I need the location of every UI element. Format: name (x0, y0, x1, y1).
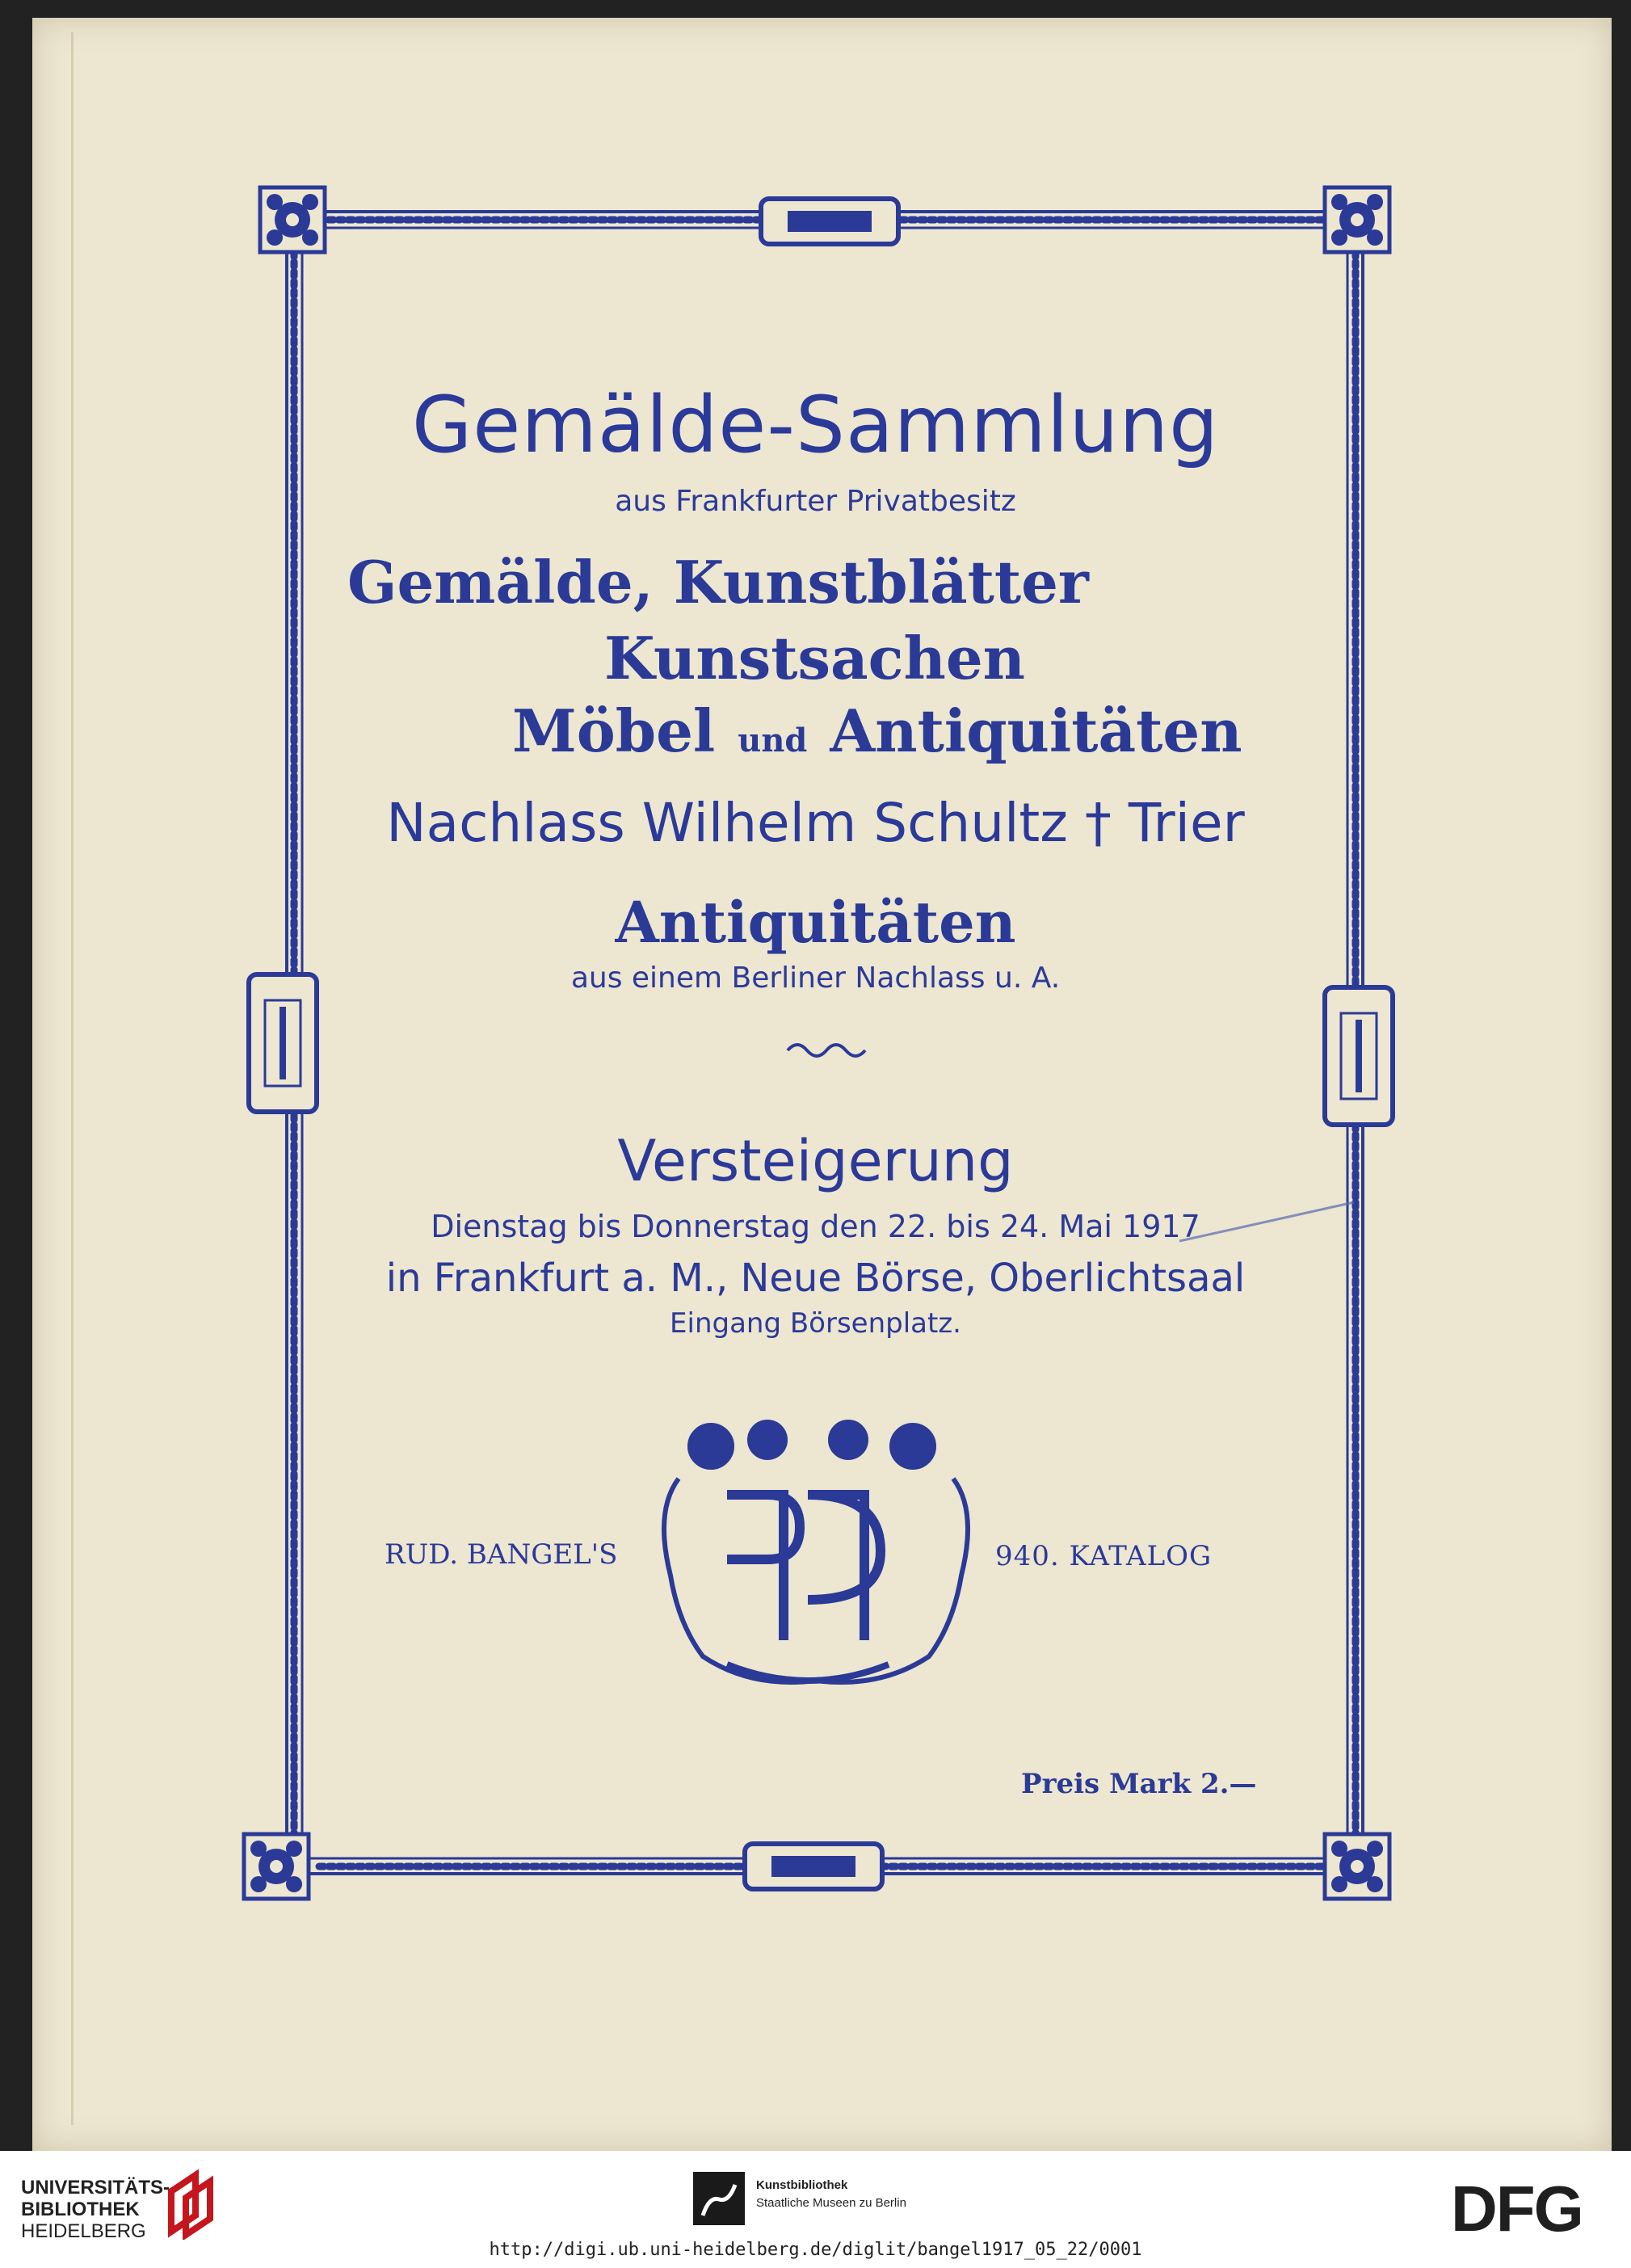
heading-and-word: und (738, 722, 808, 760)
auction-dates: Dienstag bis Donnerstag den 22. bis 24. Mai 1917 (431, 1209, 1200, 1244)
cartouche-bottom (745, 1844, 882, 1889)
heading-furniture-word: Möbel (512, 696, 716, 765)
page-title: Gemälde-Sammlung (411, 380, 1220, 470)
university-name-line-1: UNIVERSITÄTS- (21, 2177, 170, 2199)
university-library-logo-icon (163, 2169, 226, 2240)
dfg-logo: DFG (1451, 2173, 1583, 2245)
auction-entrance: Eingang Börsenplatz. (670, 1307, 961, 1340)
kunstbibliothek-name: Kunstbibliothek (756, 2178, 848, 2192)
corner-ornament-bottom-right (1325, 1834, 1389, 1899)
kunstbibliothek-logo-icon (693, 2172, 745, 2225)
heading-antiques-word: Antiquitäten (830, 696, 1242, 765)
heading-paintings-prints: Gemälde, Kunstblätter (347, 548, 1089, 616)
cartouche-right (1325, 987, 1393, 1125)
publisher-label: RUD. BANGEL'S (385, 1538, 618, 1571)
corner-ornament-top-left (260, 187, 325, 252)
permalink-url[interactable]: http://digi.ub.uni-heidelberg.de/diglit/bangel1917_05_22/0001 (489, 2240, 1142, 2260)
estate-line: Nachlass Wilhelm Schultz † Trier (386, 792, 1245, 854)
corner-ornament-bottom-left (244, 1834, 309, 1899)
auction-heading: Versteigerung (617, 1128, 1014, 1194)
heading-art-objects: Kunstsachen (604, 624, 1026, 692)
antiques-heading: Antiquitäten (615, 889, 1016, 956)
university-library-name (21, 2177, 170, 2220)
heading-furniture-antiques (512, 696, 1242, 765)
university-city: HEIDELBERG (21, 2220, 146, 2242)
university-name-line-2: BIBLIOTHEK (21, 2199, 140, 2220)
auction-location: in Frankfurt a. M., Neue Börse, Oberlichtsaal (385, 1256, 1246, 1301)
cartouche-top (761, 199, 898, 244)
cartouche-left (249, 974, 317, 1112)
publisher-emblem (664, 1422, 968, 1682)
price-label: Preis Mark 2.— (1021, 1768, 1257, 1800)
corner-ornament-top-right (1325, 187, 1389, 252)
subtitle-provenance: aus Frankfurter Privatbesitz (615, 485, 1016, 518)
catalog-number: 940. KATALOG (995, 1540, 1213, 1572)
flourish-divider (788, 1045, 865, 1056)
kunstbibliothek-subtitle: Staatliche Museen zu Berlin (756, 2196, 906, 2210)
subtitle-berlin-estate: aus einem Berliner Nachlass u. A. (570, 961, 1061, 995)
